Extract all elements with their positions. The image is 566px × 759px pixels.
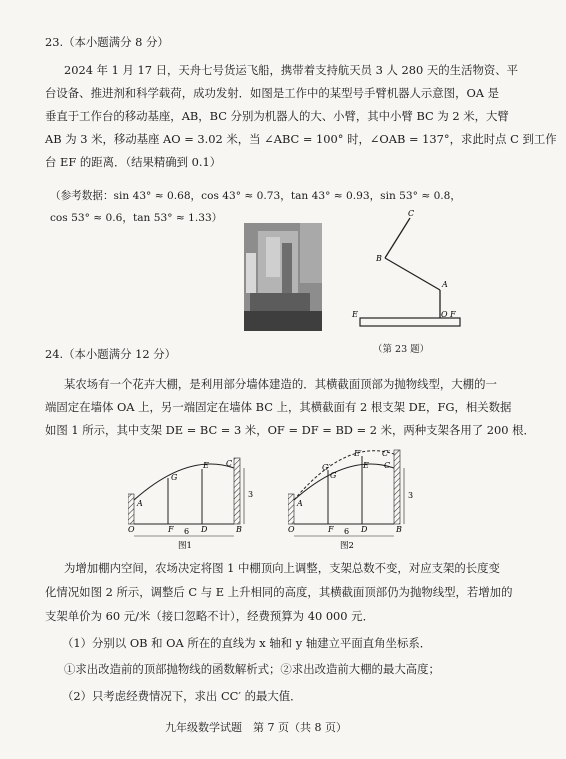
q23-line-3: 垂直于工作台的移动基座，AB，BC 分别为机器人的大、小臂，其中小臂 BC 为 2 米，大臂 xyxy=(45,109,509,123)
fig1-label-E: E xyxy=(203,461,209,470)
fig2-label-O: O xyxy=(288,525,295,534)
fig1-width: 6 xyxy=(184,527,190,536)
fig1-label-G: G xyxy=(171,473,178,482)
q24-para-1: 为增加棚内空间，农场决定将图 1 中棚顶向上调整，支架总数不变，对应支架的长度变 xyxy=(64,561,500,575)
fig2-label-G: G xyxy=(330,471,337,480)
fig2-label-F: F xyxy=(328,525,334,534)
q24-line-1: 某农场有一个花卉大棚，是利用部分墙体建造的．其横截面顶部为抛物线型，大棚的一 xyxy=(64,377,497,391)
q23-ref-2: cos 53° ≈ 0.6，tan 53° ≈ 1.33） xyxy=(50,212,223,224)
fig2-label-C: C xyxy=(384,461,391,470)
fig2-label-Gp: G′ xyxy=(322,463,331,472)
fig1-label-A: A xyxy=(137,499,143,508)
fig1-label-B: B xyxy=(236,525,242,534)
q24-para-3: 支架单价为 60 元/米（接口忽略不计），经费预算为 40 000 元． xyxy=(45,609,374,623)
q24-sub-1a: ①求出改造前的顶部抛物线的函数解析式；②求出改造前大棚的最大高度； xyxy=(64,662,440,676)
fig2-width: 6 xyxy=(344,527,350,536)
fig2-label-D: D xyxy=(361,525,368,534)
q23-header: 23.（本小题满分 8 分） xyxy=(45,35,169,49)
fig1-height: 3 xyxy=(248,490,254,499)
fig2-label-Cp: C′ xyxy=(382,449,390,458)
q23-ref-1: （参考数据：sin 43° ≈ 0.68，cos 43° ≈ 0.73，tan 43° ≈ 0.93，sin 53° ≈ 0.8， xyxy=(50,190,462,202)
figure-2 xyxy=(288,448,448,552)
q23-caption: （第 23 题） xyxy=(373,344,430,355)
robot-arm-figure xyxy=(340,208,465,333)
label-O: O xyxy=(441,310,448,319)
q24-header: 24.（本小题满分 12 分） xyxy=(45,347,176,361)
fig2-label-A: A xyxy=(297,499,303,508)
q23-line-1: 2024 年 1 月 17 日，天舟七号货运飞船，携带着支持航天员 3 人 280 天的生活物资、平 xyxy=(64,63,519,77)
label-E: E xyxy=(352,310,358,319)
label-C: C xyxy=(408,209,415,218)
fig2-label-B: B xyxy=(396,525,402,534)
q24-para-2: 化情况如图 2 所示，调整后 C 与 E 上升相同的高度，其横截面顶部仍为抛物线型，若增加的 xyxy=(45,585,513,599)
fig1-label-F: F xyxy=(168,525,174,534)
q24-line-2: 端固定在墙体 OA 上，另一端固定在墙体 BC 上，其横截面有 2 根支架 DE，FG，相关数据 xyxy=(45,400,512,414)
q24-sub-1: （1）分别以 OB 和 OA 所在的直线为 x 轴和 y 轴建立平面直角坐标系． xyxy=(62,636,432,650)
q23-line-2: 台设备、推进剂和科学载荷，成功发射．如图是工作中的某型号手臂机器人示意图，OA 是 xyxy=(45,86,500,100)
q24-line-3: 如图 1 所示，其中支架 DE = BC = 3 米，OF = DF = BD = 2 米，两种支架各用了 200 根． xyxy=(45,423,535,437)
robot-photo xyxy=(244,223,322,331)
fig2-label-Ep: E′ xyxy=(354,449,362,458)
fig1-label-D: D xyxy=(201,525,208,534)
fig2-label-E: E xyxy=(363,461,369,470)
fig1-label-O: O xyxy=(128,525,135,534)
fig1-caption: 图1 xyxy=(178,541,192,551)
page-footer: 九年级数学试题 第 7 页（共 8 页） xyxy=(165,721,347,734)
fig2-height: 3 xyxy=(408,491,414,500)
figure-1 xyxy=(128,452,280,552)
fig1-label-C: C xyxy=(226,459,233,468)
q23-line-4: AB 为 3 米，移动基座 AO = 3.02 米，当 ∠ABC = 100° 时，∠OAB = 137°，求此时点 C 到工作 xyxy=(45,132,557,146)
label-B: B xyxy=(376,254,382,263)
label-F: F xyxy=(450,310,456,319)
q23-line-5: 台 EF 的距离．（结果精确到 0.1） xyxy=(45,155,222,169)
q24-sub-2: （2）只考虑经费情况下，求出 CC′ 的最大值． xyxy=(62,689,302,703)
fig2-caption: 图2 xyxy=(340,541,354,551)
label-A: A xyxy=(442,280,448,289)
